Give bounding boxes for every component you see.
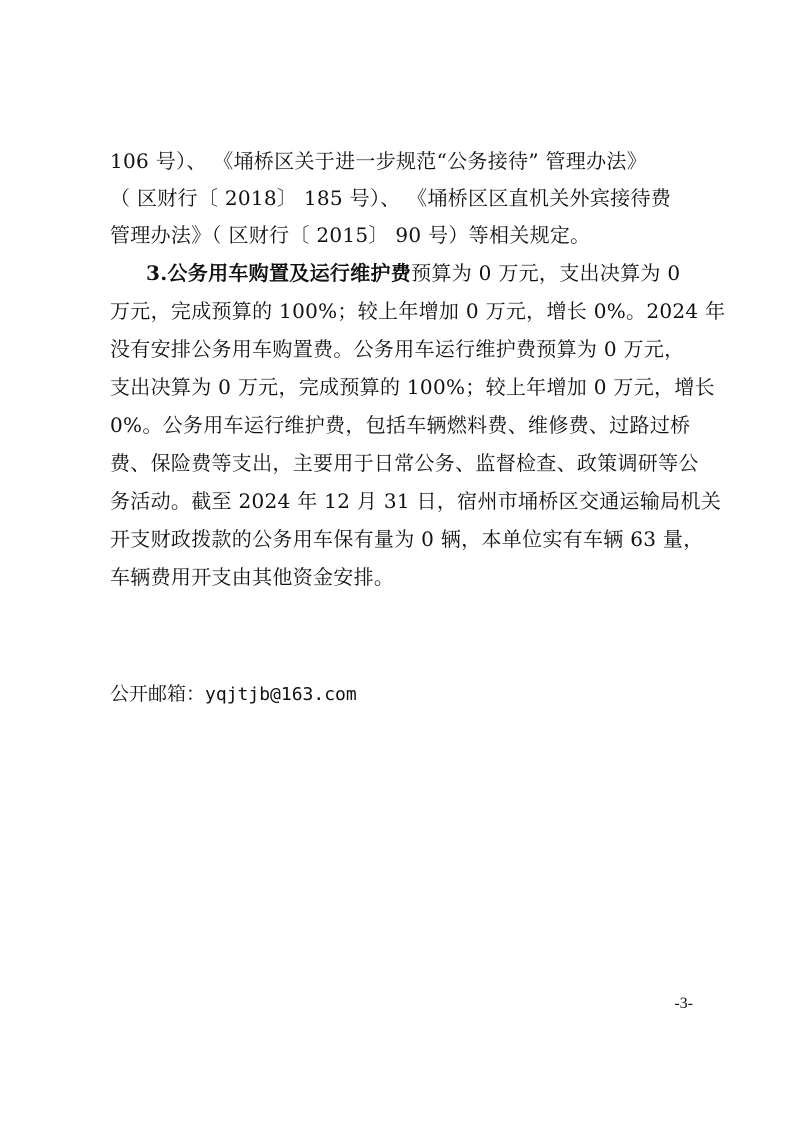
body-text-line: 费、保险费等支出，主要用于日常公务、监督检查、政策调研等公 (110, 451, 699, 475)
email-address: yqjtjb@163.com (205, 684, 357, 705)
section-heading: 3.公务用车购置及运行维护费 (146, 261, 412, 285)
body-text-line: 0%。公务用车运行维护费，包括车辆燃料费、维修费、过路过桥 (110, 413, 691, 437)
email-label: 公开邮箱： (110, 683, 206, 705)
body-text-line: 车辆费用开支由其他资金安排。 (110, 565, 395, 589)
page-number: -3- (674, 995, 693, 1012)
body-text-line: （ 区财行〔 2018〕 185 号）、 《埇桥区区直机关外宾接待费 (110, 186, 672, 210)
body-text-line: 开支财政拨款的公务用车保有量为 0 辆，本单位实有车辆 63 量， (110, 527, 704, 551)
body-text-line: 没有安排公务用车购置费。公务用车运行维护费预算为 0 万元， (110, 337, 685, 361)
body-text-line: 务活动。截至 2024 年 12 月 31 日，宿州市埇桥区交通运输局机关 (110, 489, 722, 513)
body-text-line: 万元，完成预算的 100%；较上年增加 0 万元，增长 0%。2024 年 (110, 299, 726, 323)
body-text-line: 支出决算为 0 万元，完成预算的 100%；较上年增加 0 万元，增长 (110, 375, 715, 399)
contact-email-line (110, 681, 357, 708)
body-text-line: 管理办法》（ 区财行〔 2015〕 90 号）等相关规定。 (110, 223, 591, 247)
section-first-line-text: 预算为 0 万元，支出决算为 0 (411, 261, 681, 285)
section-first-line (146, 260, 736, 286)
body-text-line: 106 号）、 《埇桥区关于进一步规范“公务接待” 管理办法》 (110, 149, 647, 173)
